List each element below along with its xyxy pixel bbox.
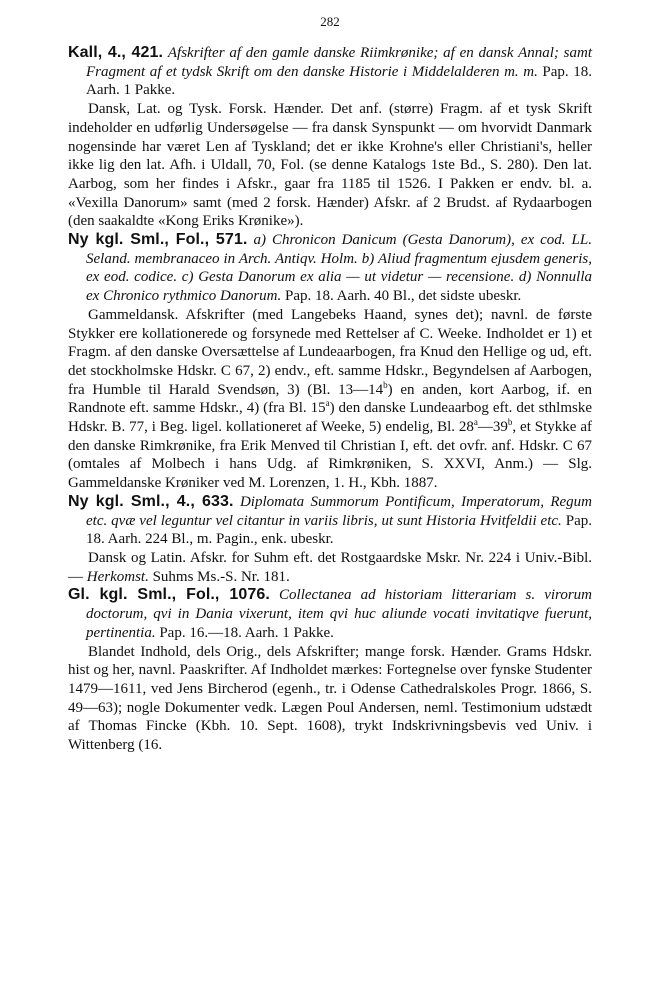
superscript: a	[473, 417, 478, 428]
entry-meta: Pap. 18. Aarh. 40 Bl., det sidste ubeskr.	[285, 288, 522, 305]
text-run: , et Stykke af den danske Rimkrønike, fra Erik Menved til Christian I, eft. det ovfr. anf. Hdskr. C 67 (omtales af Molbech i hans Udg. af Rimkrøniken, S. XXVI, Anm.) — Slg. Gammeldanske Krøniker ved M. Lorenzen, 1. H., Kbh. 1887.	[68, 419, 592, 492]
entry-heading: Gl. kgl. Sml., Fol., 1076.	[68, 586, 270, 604]
catalog-entry	[68, 231, 592, 493]
entry-heading: Ny kgl. Sml., Fol., 571.	[68, 231, 248, 249]
page-number: 282	[320, 14, 340, 29]
entry-description	[68, 306, 592, 493]
entry-header	[68, 493, 592, 549]
text-run: —39	[477, 419, 508, 436]
catalog-entry	[68, 493, 592, 587]
superscript: b	[507, 417, 513, 428]
catalog-entry	[68, 586, 592, 754]
entry-meta: Pap. 16.—18. Aarh. 1 Pakke.	[159, 624, 334, 641]
entry-description: Blandet Indhold, dels Orig., dels Afskrifter; mange forsk. Hænder. Grams Hdskr. hist og her, navnl. Paaskrifter. Af Indholdet mærkes: Fortegnelse over fynske Studenter 1479—1611, ved Jens Bircherod (egenh., tr. i Odense Cathedralskoles Progr. 1866, S. 49—63); nogle Dokumenter vedk. Lægen Poul Andersen, neml. Testimonium udstædt af Thomas Fincke (Kbh. 10. Sept. 1608), trykt Indskrivningsbevis ved Univ. i Wittenberg (16.	[68, 643, 592, 754]
superscript: b	[383, 379, 388, 390]
entry-title: Collectanea ad historiam litterariam s. virorum doctorum, qvi in Dania vixerunt, item qvi huc aliunde vocati invitatiqve fuerunt, pertinentia.	[86, 587, 593, 641]
text-run: Gammeldansk. Afskrifter (med Langebeks Haand, synes det); navnl. de første Stykker ere kollationerede og forsynede med Rettelser af C. Weeke. Indholdet er 1) et Fragm. af den danske Oversættelse af Lundeaarbogen, fra Knud den Hellige og ud, eft. det stockholmske Hdskr. C 67, 2) endv., eft. samme Hdskr., Begyndelsen af Aarbogen, fra Humble til Harald Svendsøn, 3) (Bl. 13—14	[68, 306, 592, 398]
entry-header	[68, 44, 592, 100]
superscript: a	[325, 398, 330, 409]
entry-title: Afskrifter af den gamle danske Riimkrønike; af en dansk Annal; samt Fragment af et tydsk Skrift om den danske Historie i Middelalderen m. m.	[86, 45, 593, 80]
text-run: ) den danske Lundeaarbog eft. det sthlmske Hdskr. B. 77, i Beg. ligel. kollationeret af Weeke, 5) endelig, Bl. 28	[68, 400, 592, 436]
entry-header	[68, 231, 592, 306]
text-run: Dansk og Latin. Afskr. for Suhm eft. det Rostgaardske Mskr. Nr. 224 i Univ.-Bibl. —	[68, 549, 592, 585]
entry-header	[68, 586, 592, 642]
entry-heading: Ny kgl. Sml., 4., 633.	[68, 492, 234, 510]
italic-text: Herkomst.	[86, 568, 149, 585]
catalog-entry	[68, 44, 592, 231]
text-run: ) en anden, kort Aarbog, if. en Randnote eft. samme Hdskr., 4) (fra Bl. 15	[68, 381, 592, 417]
entry-meta: Pap. 18. Aarh. 224 Bl., m. Pagin., enk. ubeskr.	[86, 512, 592, 548]
entry-description	[68, 549, 592, 586]
entry-title: a) Chronicon Danicum (Gesta Danorum), ex cod. LL. Seland. membranaceo in Arch. Antiqv. Holm. b) Aliud fragmentum ejusdem generis, ex eod. codice. c) Gesta Danorum ex alia — ut videtur — recensione. d) Nonnulla ex Chronico rythmico Danorum.	[86, 232, 592, 305]
entry-meta: Pap. 18. Aarh. 1 Pakke.	[86, 63, 593, 99]
entry-description: Dansk, Lat. og Tysk. Forsk. Hænder. Det anf. (større) Fragm. af et tysk Skrift indeholder en udførlig Undersøgelse — fra dansk Synspunkt — om hvorvidt Danmark nogensinde har været Len af Tyskland; det er ikke Krohne's eller Christiani's, heller ikke lig den lat. Afh. i Uldall, 70, Fol. (se denne Katalogs 1ste Bd., S. 280). Den lat. Aarbog, som her findes i Afskr., gaar fra 1185 til 1526. I Pakken er endv. bl. a. «Vexilla Danorum» samt (med 2 forsk. Hænder) Afskr. af 2 Brudst. af Rydaarbogen (den saakaldte «Kong Eriks Krønike»).	[68, 101, 592, 230]
entry-title: Diplomata Summorum Pontificum, Imperatorum, Regum etc. qvæ vel leguntur vel citantur in variis libris, ut sunt Historia Hvitfeldii etc.	[86, 493, 592, 529]
entry-heading: Kall, 4., 421.	[68, 44, 164, 61]
text-run: Suhms Ms.-S. Nr. 181.	[152, 568, 290, 585]
